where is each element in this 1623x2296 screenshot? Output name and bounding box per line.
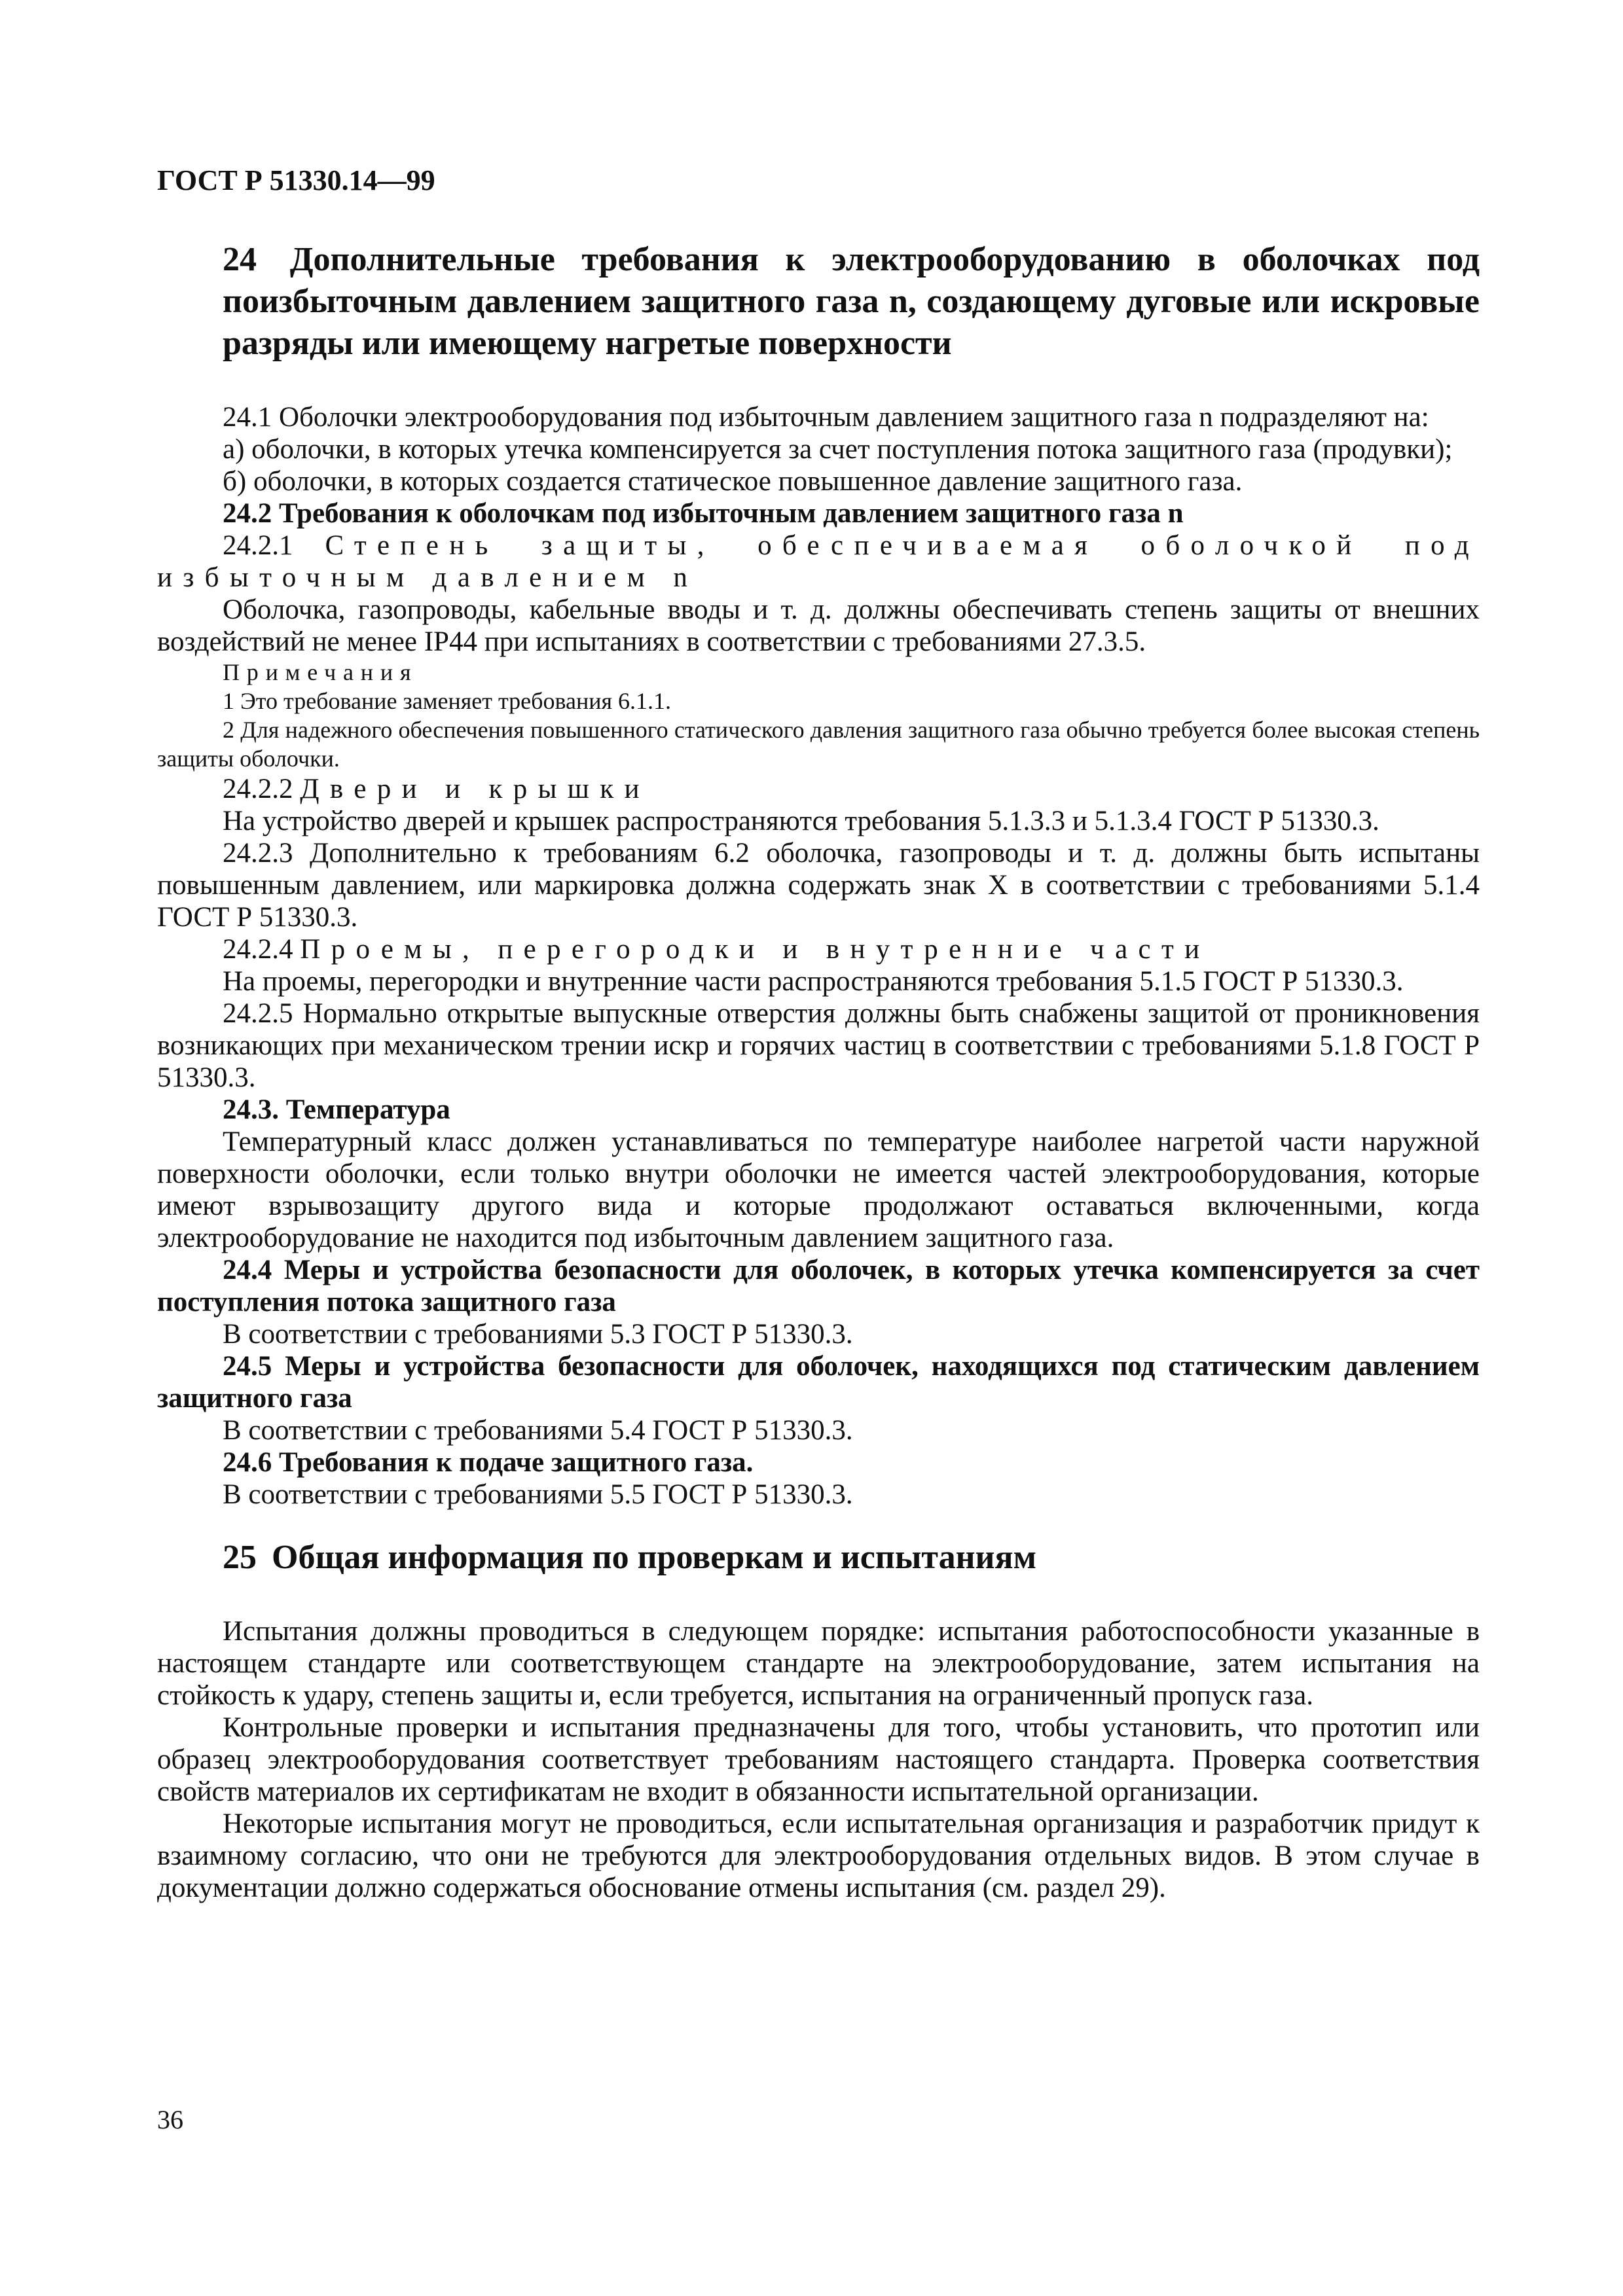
section-24-number: 24	[223, 241, 257, 278]
section-25-title: Общая информация по проверкам и испытаниям	[272, 1539, 1037, 1576]
note-2: 2 Для надежного обеспечения повышенного статического давления защитного газа обычно требуется более высокая степень защиты оболочки.	[157, 717, 1480, 772]
section-24-heading	[157, 239, 1480, 365]
heading-24-2-1-text: Степень защиты, обеспечиваемая оболочкой под избыточным давлением n	[157, 530, 1480, 593]
notes-title: Примечания	[223, 659, 418, 685]
heading-24-2-2-text: Двери и крышки	[300, 774, 650, 804]
paragraph-25-1: Испытания должны проводиться в следующем порядке: испытания работоспособности указанные в настоящем стандарте или соответствующем стандарте на электрооборудование, затем испытания на стойкость к удару, степень защиты и, если требуется, испытания на ограниченный пропуск газа.	[157, 1616, 1480, 1711]
heading-24-3: 24.3. Температура	[223, 1094, 450, 1125]
paragraph-24-2-4: На проемы, перегородки и внутренние части распространяются требования 5.1.5 ГОСТ Р 51330.3.	[223, 966, 1404, 997]
paragraph-24-3: Температурный класс должен устанавливаться по температуре наиболее нагретой части наружной поверхности оболочки, если только внутри оболочки не имеется частей электрооборудования, которые имеют взрывозащиту другого вида и которые продолжают оставаться включенными, когда электрооборудование не находится под избыточным давлением защитного газа.	[157, 1126, 1480, 1253]
heading-24-5: 24.5 Меры и устройства безопасности для оболочек, находящихся под статическим давлением защитного газа	[157, 1351, 1480, 1414]
heading-24-4: 24.4 Меры и устройства безопасности для оболочек, в которых утечка компенсируется за счет поступления потока защитного газа	[157, 1255, 1480, 1318]
document-page	[157, 164, 1480, 1904]
paragraph-24-2-5: 24.2.5 Нормально открытые выпускные отверстия должны быть снабжены защитой от проникновения возникающих при механическом трении искр и горячих частиц в соответствии с требованиями 5.1.8 ГОСТ Р 51330.3.	[157, 998, 1480, 1093]
heading-24-2-2-number: 24.2.2	[223, 774, 293, 804]
paragraph-24-2-2: На устройство дверей и крышек распространяются требования 5.1.3.3 и 5.1.3.4 ГОСТ Р 51330.3.	[223, 806, 1379, 836]
paragraph-25-2: Контрольные проверки и испытания предназначены для того, чтобы установить, что прототип или образец электрооборудования соответствует требованиям настоящего стандарта. Проверка соответствия свойств материалов их сертификатам не входит в обязанности испытательной организации.	[157, 1712, 1480, 1807]
heading-24-2-4-number: 24.2.4	[223, 934, 293, 965]
paragraph-24-1: 24.1 Оболочки электрооборудования под избыточным давлением защитного газа n подразделяют на:	[223, 402, 1429, 433]
heading-24-2-2	[157, 773, 1480, 805]
heading-24-2-4	[157, 933, 1480, 965]
document-code: ГОСТ Р 51330.14—99	[157, 164, 435, 196]
heading-24-2-1	[157, 529, 1480, 594]
heading-24-2: 24.2 Требования к оболочкам под избыточным давлением защитного газа n	[223, 498, 1184, 529]
paragraph-24-2-1: Оболочка, газопроводы, кабельные вводы и т. д. должны обеспечивать степень защиты от внешних воздействий не менее IP44 при испытаниях в соответствии с требованиями 27.3.5.	[157, 594, 1480, 657]
heading-24-6: 24.6 Требования к подаче защитного газа.	[223, 1447, 754, 1478]
paragraph-24-1-b: б) оболочки, в которых создается статическое повышенное давление защитного газа.	[223, 466, 1243, 497]
heading-24-2-1-number: 24.2.1	[223, 530, 293, 561]
section-25-number: 25	[223, 1539, 257, 1576]
note-1: 1 Это требование заменяет требования 6.1.1.	[223, 688, 672, 714]
paragraph-24-1-a: а) оболочки, в которых утечка компенсируется за счет поступления потока защитного газа (продувки);	[223, 434, 1453, 465]
paragraph-24-2-3: 24.2.3 Дополнительно к требованиям 6.2 оболочка, газопроводы и т. д. должны быть испытаны повышенным давлением, или маркировка должна содержать знак X в соответствии с требованиями 5.1.4 ГОСТ Р 51330.3.	[157, 838, 1480, 933]
section-spacer	[157, 1511, 1480, 1537]
paragraph-24-5: В соответствии с требованиями 5.4 ГОСТ Р 51330.3.	[223, 1415, 853, 1446]
page-number: 36	[157, 2105, 183, 2134]
paragraph-25-3: Некоторые испытания могут не проводиться, если испытательная организация и разработчик придут к взаимному согласию, что они не требуются для электрооборудования отдельных видов. В этом случае в документации должно содержаться обоснование отмены испытания (см. раздел 29).	[157, 1808, 1480, 1903]
paragraph-24-4: В соответствии с требованиями 5.3 ГОСТ Р 51330.3.	[223, 1319, 853, 1350]
section-24-title: Дополнительные требования к электрооборудованию в оболочках под поизбыточным давлением защитного газа n, создающему дуговые или искровые разряды или имеющему нагретые поверхности	[223, 241, 1480, 362]
paragraph-24-6: В соответствии с требованиями 5.5 ГОСТ Р 51330.3.	[223, 1479, 853, 1510]
section-25-heading	[157, 1537, 1480, 1579]
heading-24-2-4-text: Проемы, перегородки и внутренние части	[300, 934, 1211, 965]
